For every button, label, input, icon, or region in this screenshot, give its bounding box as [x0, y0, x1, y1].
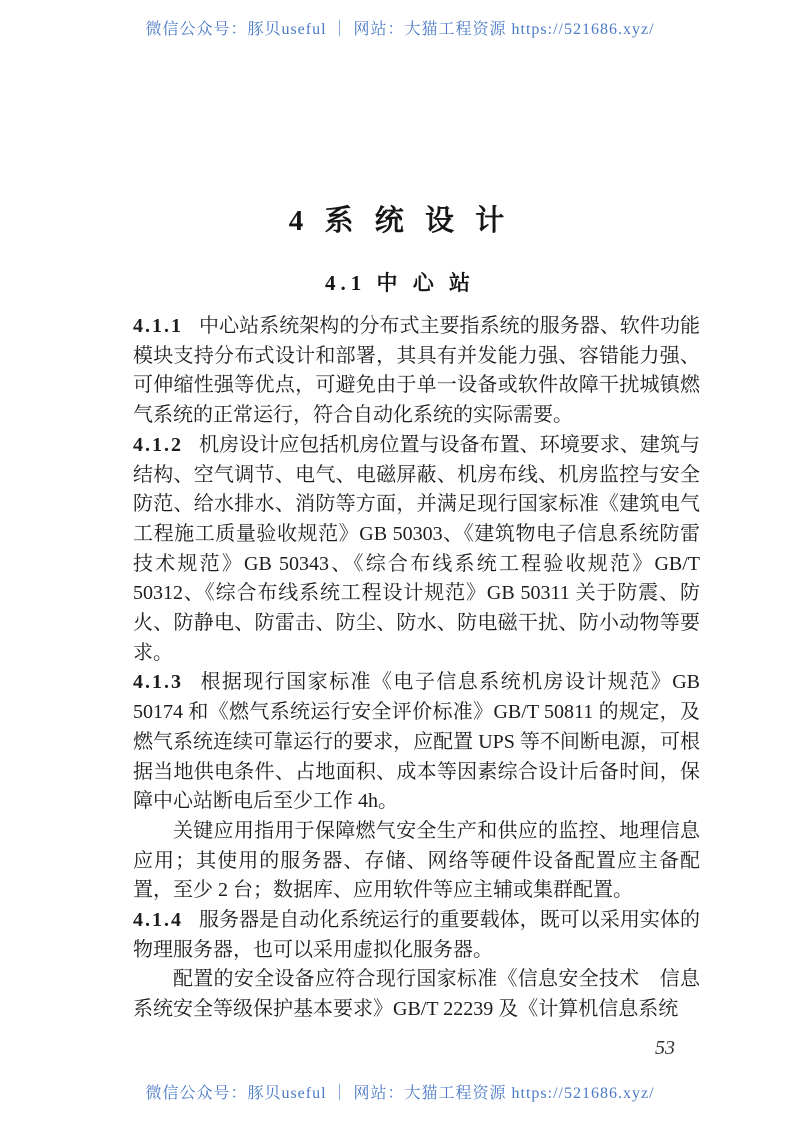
section-heading: 4.1 中 心 站 — [325, 271, 475, 295]
clause-4-1-3-number: 4.1.3 — [133, 671, 183, 694]
clause-4-1-2-number: 4.1.2 — [133, 433, 183, 456]
clause-4-1-3-sub-paragraph: 关键应用指用于保障燃气安全生产和供应的监控、地理信息应用；其使用的服务器、存储、网络等硬件设备配置应主备配置，至少 2 台；数据库、应用软件等应主辅或集群配置。 — [133, 819, 700, 902]
chapter-heading: 4 系 统 设 计 — [288, 205, 512, 237]
clause-4-1-2 — [133, 431, 700, 669]
body-text-block — [133, 312, 700, 1025]
page-number: 53 — [655, 1037, 675, 1059]
clause-4-1-4 — [133, 906, 700, 965]
clause-4-1-1 — [133, 312, 700, 431]
header-watermark-note: 微信公众号：豚贝useful ｜ 网站：大猫工程资源 https://521686.xyz/ — [145, 21, 655, 38]
clause-4-1-2-text: 机房设计应包括机房位置与设备布置、环境要求、建筑与结构、空气调节、电气、电磁屏蔽、机房布线、机房监控与安全防范、给水排水、消防等方面，并满足现行国家标准《建筑电气工程施工质量验收规范》GB 50303、《建筑物电子信息系统防雷技术规范》GB 50343、《综合布线系统工程验收规范》GB/T 50312、《综合布线系统工程设计规范》GB 50311 关于防震、防火、防静电、防雷击、防尘、防水、防电磁干扰、防小动物等要求。 — [133, 433, 700, 664]
clause-4-1-4-text: 服务器是自动化系统运行的重要载体，既可以采用实体的物理服务器，也可以采用虚拟化服务器。 — [133, 909, 700, 961]
clause-4-1-1-text: 中心站系统架构的分布式主要指系统的服务器、软件功能模块支持分布式设计和部署，其具有并发能力强、容错能力强、可伸缩性强等优点，可避免由于单一设备或软件故障干扰城镇燃气系统的正常运行，符合自动化系统的实际需要。 — [133, 315, 700, 427]
footer-watermark-note: 微信公众号：豚贝useful ｜ 网站：大猫工程资源 https://521686.xyz/ — [145, 1085, 655, 1102]
clause-4-1-3-text: 根据现行国家标准《电子信息系统机房设计规范》GB 50174 和《燃气系统运行安全评价标准》GB/T 50811 的规定，及燃气系统连续可靠运行的要求，应配置 UPS 等不间断电源，可根据当地供电条件、占地面积、成本等因素综合设计后备时间，保障中心站断电后至少工作 4h。 — [133, 671, 700, 813]
clause-4-1-3 — [133, 668, 700, 817]
clause-4-1-4-sub-paragraph: 配置的安全设备应符合现行国家标准《信息安全技术 信息系统安全等级保护基本要求》GB/T 22239 及《计算机信息系统 — [133, 968, 700, 1021]
clause-4-1-4-number: 4.1.4 — [133, 909, 183, 932]
clause-4-1-1-number: 4.1.1 — [133, 315, 183, 337]
